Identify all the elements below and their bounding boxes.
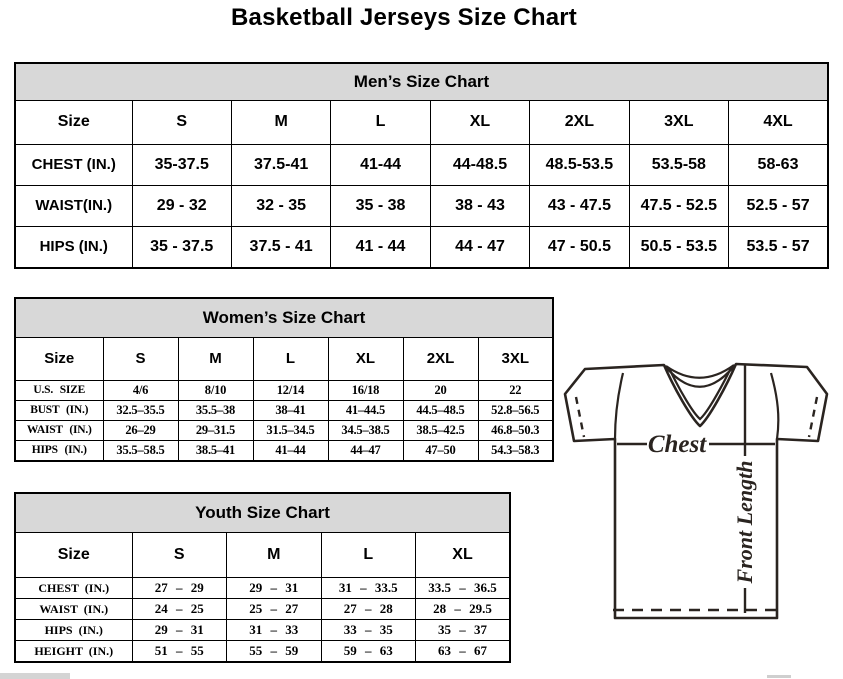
women-col-header: 2XL (403, 338, 478, 381)
men-size-cell: 41-44 (331, 145, 430, 186)
men-size-cell: 48.5-53.5 (530, 145, 629, 186)
women-row-label: U.S. SIZE (15, 381, 103, 401)
men-col-header: L (331, 101, 430, 145)
women-size-cell: 22 (478, 381, 553, 401)
women-size-cell: 52.8–56.5 (478, 401, 553, 421)
men-table-row (15, 227, 828, 269)
youth-table-row (15, 620, 510, 641)
youth-row-label: HEIGHT (IN.) (15, 641, 132, 663)
men-size-cell: 35 - 37.5 (132, 227, 231, 269)
youth-size-cell: 24 – 25 (132, 599, 227, 620)
women-col-header: L (253, 338, 328, 381)
women-size-cell: 20 (403, 381, 478, 401)
men-col-header: 3XL (629, 101, 728, 145)
women-size-cell: 44.5–48.5 (403, 401, 478, 421)
youth-table-row (15, 641, 510, 663)
women-size-cell: 32.5–35.5 (103, 401, 178, 421)
men-size-cell: 47.5 - 52.5 (629, 186, 728, 227)
women-row-label: HIPS (IN.) (15, 441, 103, 462)
youth-col-header: XL (416, 533, 511, 578)
women-size-cell: 8/10 (178, 381, 253, 401)
men-size-cell: 50.5 - 53.5 (629, 227, 728, 269)
horizontal-scrollbar-fragment-left[interactable] (0, 673, 70, 679)
youth-col-header: M (227, 533, 322, 578)
youth-table-row (15, 599, 510, 620)
youth-size-cell: 51 – 55 (132, 641, 227, 663)
men-size-cell: 53.5-58 (629, 145, 728, 186)
men-size-cell: 52.5 - 57 (729, 186, 828, 227)
youth-size-cell: 55 – 59 (227, 641, 322, 663)
women-size-cell: 47–50 (403, 441, 478, 462)
youth-size-cell: 27 – 29 (132, 578, 227, 599)
youth-size-cell: 29 – 31 (132, 620, 227, 641)
chest-label: Chest (647, 431, 707, 458)
women-size-cell: 16/18 (328, 381, 403, 401)
youth-size-cell: 33 – 35 (321, 620, 416, 641)
men-size-cell: 43 - 47.5 (530, 186, 629, 227)
jersey-measurement-diagram (563, 360, 835, 626)
men-size-cell: 32 - 35 (231, 186, 330, 227)
men-table-row (15, 145, 828, 186)
collar-arc-inner (665, 365, 735, 387)
women-size-cell: 41–44 (253, 441, 328, 462)
youth-col-header: S (132, 533, 227, 578)
men-size-cell: 37.5-41 (231, 145, 330, 186)
women-size-cell: 34.5–38.5 (328, 421, 403, 441)
youth-size-cell: 25 – 27 (227, 599, 322, 620)
youth-size-cell: 59 – 63 (321, 641, 416, 663)
women-size-cell: 29–31.5 (178, 421, 253, 441)
men-size-cell: 58-63 (729, 145, 828, 186)
men-table-title: Men’s Size Chart (15, 63, 828, 101)
men-col-header: 4XL (729, 101, 828, 145)
men-size-cell: 29 - 32 (132, 186, 231, 227)
women-size-cell: 38–41 (253, 401, 328, 421)
youth-size-cell: 28 – 29.5 (416, 599, 511, 620)
men-size-cell: 44 - 47 (430, 227, 529, 269)
men-size-cell: 41 - 44 (331, 227, 430, 269)
youth-size-cell: 31 – 33.5 (321, 578, 416, 599)
women-size-cell: 35.5–38 (178, 401, 253, 421)
front-length-label: Front Length (732, 460, 757, 584)
women-size-cell: 26–29 (103, 421, 178, 441)
men-size-cell: 53.5 - 57 (729, 227, 828, 269)
women-size-cell: 38.5–41 (178, 441, 253, 462)
women-size-cell: 31.5–34.5 (253, 421, 328, 441)
womens-size-table (14, 297, 554, 462)
men-col-header: S (132, 101, 231, 145)
youth-size-cell: 63 – 67 (416, 641, 511, 663)
women-table-row (15, 381, 553, 401)
youth-row-label: WAIST (IN.) (15, 599, 132, 620)
youth-size-cell: 33.5 – 36.5 (416, 578, 511, 599)
youth-row-label: HIPS (IN.) (15, 620, 132, 641)
youth-size-table (14, 492, 511, 663)
youth-size-cell: 35 – 37 (416, 620, 511, 641)
women-size-cell: 41–44.5 (328, 401, 403, 421)
men-table-row (15, 186, 828, 227)
women-size-cell: 38.5–42.5 (403, 421, 478, 441)
men-col-header: 2XL (530, 101, 629, 145)
men-size-cell: 38 - 43 (430, 186, 529, 227)
youth-size-cell: 31 – 33 (227, 620, 322, 641)
men-size-cell: 35 - 38 (331, 186, 430, 227)
women-table-row (15, 421, 553, 441)
men-row-label: WAIST(IN.) (15, 186, 132, 227)
women-col-header: Size (15, 338, 103, 381)
youth-table-title: Youth Size Chart (15, 493, 510, 533)
women-row-label: WAIST (IN.) (15, 421, 103, 441)
men-col-header: Size (15, 101, 132, 145)
women-table-title: Women’s Size Chart (15, 298, 553, 338)
women-size-cell: 4/6 (103, 381, 178, 401)
women-row-label: BUST (IN.) (15, 401, 103, 421)
men-col-header: XL (430, 101, 529, 145)
women-size-cell: 54.3–58.3 (478, 441, 553, 462)
jersey-outline (565, 364, 827, 618)
mens-size-table (14, 62, 829, 269)
youth-col-header: Size (15, 533, 132, 578)
women-table-row (15, 441, 553, 462)
youth-col-header: L (321, 533, 416, 578)
men-col-header: M (231, 101, 330, 145)
men-size-cell: 35-37.5 (132, 145, 231, 186)
women-col-header: S (103, 338, 178, 381)
page-title: Basketball Jerseys Size Chart (231, 4, 577, 31)
youth-row-label: CHEST (IN.) (15, 578, 132, 599)
youth-size-cell: 29 – 31 (227, 578, 322, 599)
youth-size-cell: 27 – 28 (321, 599, 416, 620)
men-row-label: HIPS (IN.) (15, 227, 132, 269)
women-size-cell: 46.8–50.3 (478, 421, 553, 441)
horizontal-scrollbar-fragment-right[interactable] (767, 675, 791, 678)
women-size-cell: 35.5–58.5 (103, 441, 178, 462)
women-col-header: 3XL (478, 338, 553, 381)
women-size-cell: 44–47 (328, 441, 403, 462)
youth-table-row (15, 578, 510, 599)
women-size-cell: 12/14 (253, 381, 328, 401)
men-size-cell: 44-48.5 (430, 145, 529, 186)
men-row-label: CHEST (IN.) (15, 145, 132, 186)
women-col-header: M (178, 338, 253, 381)
men-size-cell: 47 - 50.5 (530, 227, 629, 269)
men-size-cell: 37.5 - 41 (231, 227, 330, 269)
women-col-header: XL (328, 338, 403, 381)
women-table-row (15, 401, 553, 421)
